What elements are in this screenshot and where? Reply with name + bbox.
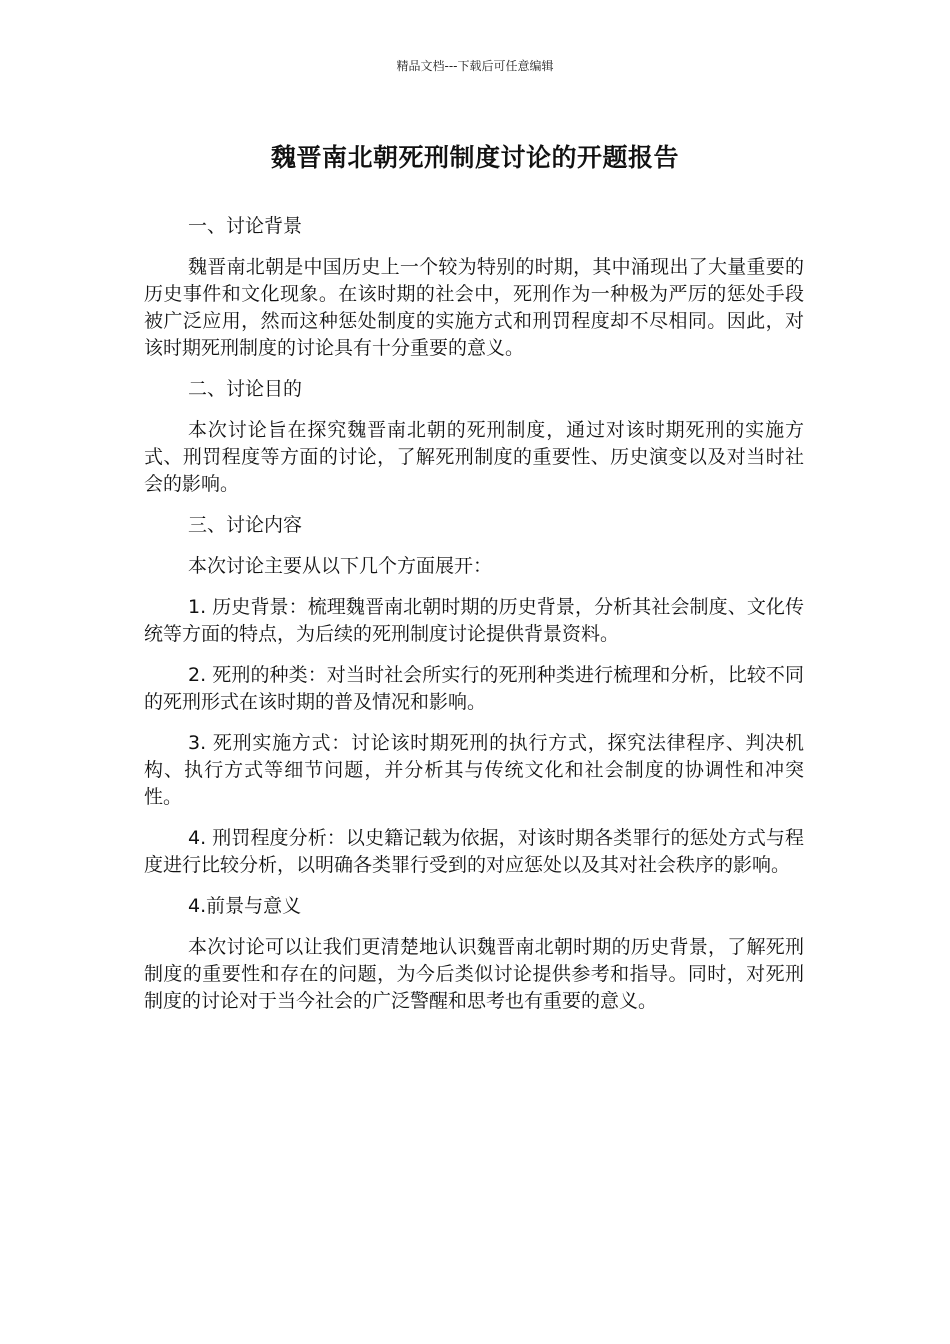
paragraph-prospects: 本次讨论可以让我们更清楚地认识魏晋南北朝时期的历史背景，了解死刑制度的重要性和存在的问题，为今后类似讨论提供参考和指导。同时，对死刑制度的讨论对于当今社会的广泛警醒和思考也有重要的意义。 <box>144 936 804 1012</box>
document-body <box>144 213 804 1029</box>
section-heading-purpose: 二、讨论目的 <box>188 378 303 400</box>
paragraph-purpose: 本次讨论旨在探究魏晋南北朝的死刑制度，通过对该时期死刑的实施方式、刑罚程度等方面的讨论，了解死刑制度的重要性、历史演变以及对当时社会的影响。 <box>144 419 804 495</box>
list-item-death-penalty-types: 2. 死刑的种类：对当时社会所实行的死刑种类进行梳理和分析，比较不同的死刑形式在该时期的普及情况和影响。 <box>144 664 804 713</box>
section-heading-content: 三、讨论内容 <box>188 514 303 536</box>
list-item-execution-methods: 3. 死刑实施方式：讨论该时期死刑的执行方式，探究法律程序、判决机构、执行方式等细节问题，并分析其与传统文化和社会制度的协调性和冲突性。 <box>144 732 804 808</box>
page-header-note: 精品文档---下载后可任意编辑 <box>396 59 554 73</box>
paragraph-background: 魏晋南北朝是中国历史上一个较为特别的时期，其中涌现出了大量重要的历史事件和文化现象。在该时期的社会中，死刑作为一种极为严厉的惩处手段被广泛应用，然而这种惩处制度的实施方式和刑罚程度却不尽相同。因此，对该时期死刑制度的讨论具有十分重要的意义。 <box>144 256 804 359</box>
list-item-punishment-analysis: 4. 刑罚程度分析：以史籍记载为依据，对该时期各类罪行的惩处方式与程度进行比较分析，以明确各类罪行受到的对应惩处以及其对社会秩序的影响。 <box>144 827 804 876</box>
paragraph-content-intro: 本次讨论主要从以下几个方面展开： <box>188 555 493 577</box>
document-title: 魏晋南北朝死刑制度讨论的开题报告 <box>270 143 679 172</box>
list-item-history-background: 1. 历史背景：梳理魏晋南北朝时期的历史背景，分析其社会制度、文化传统等方面的特点，为后续的死刑制度讨论提供背景资料。 <box>144 596 804 645</box>
section-heading-background: 一、讨论背景 <box>188 215 303 237</box>
section-heading-prospects: 4.前景与意义 <box>188 895 302 917</box>
